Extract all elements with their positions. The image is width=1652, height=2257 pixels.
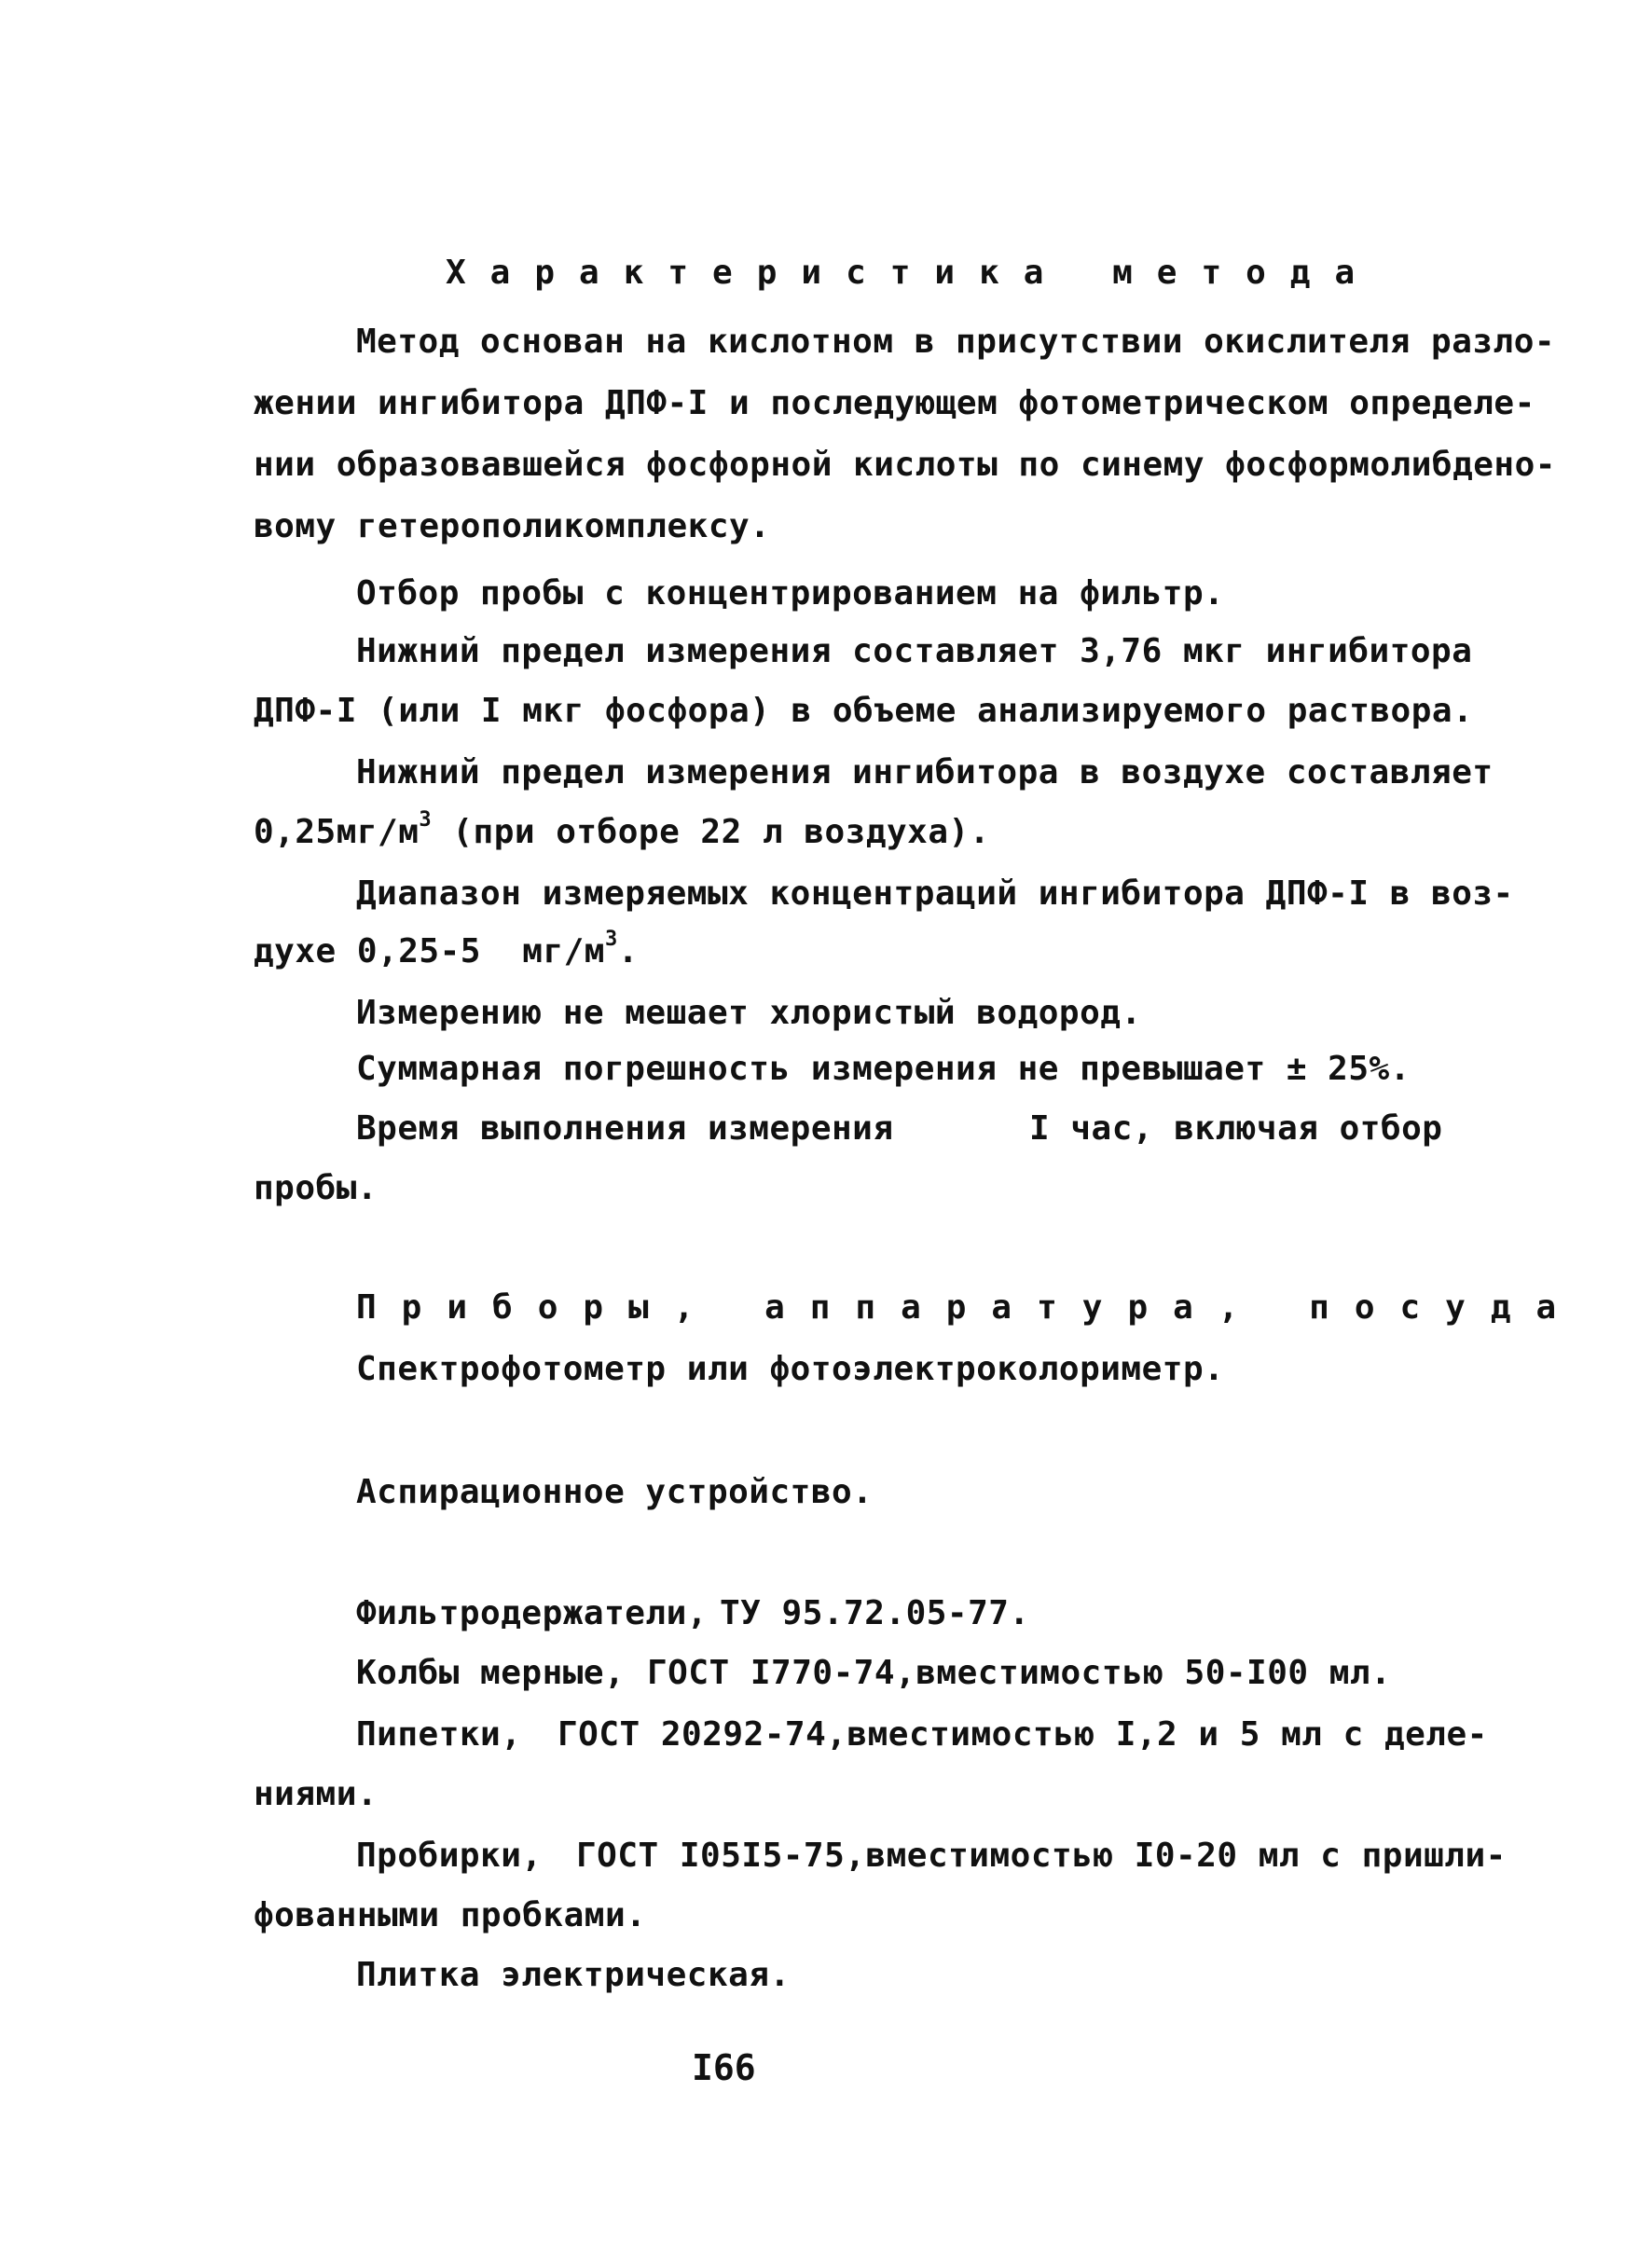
text-line: жении ингибитора ДПФ-I и последующем фотометрическом определе- bbox=[254, 384, 1535, 422]
text-fragment: (при отборе 22 л воздуха). bbox=[452, 813, 990, 851]
text-line: Аспирационное устройство. bbox=[356, 1473, 874, 1511]
unit-superscript: 3 bbox=[419, 808, 433, 832]
text-line: ДПФ-I (или I мкг фосфора) в объеме анализируемого раствора. bbox=[254, 692, 1474, 730]
text-line: Измерению не мешает хлористый водород. bbox=[356, 994, 1142, 1032]
unit-mg-m3: мг/м bbox=[522, 932, 605, 970]
text-line: ГОСТ I770-74,вместимостью 50-I00 мл. bbox=[647, 1654, 1392, 1692]
page-number: I66 bbox=[692, 2047, 756, 2088]
period: . bbox=[617, 932, 639, 970]
text-line: пробы. bbox=[254, 1169, 379, 1207]
text-line: Отбор пробы с концентрированием на фильтр. bbox=[356, 574, 1225, 612]
text-line: Нижний предел измерения составляет 3,76 мкг ингибитора bbox=[356, 632, 1473, 670]
text-line-range bbox=[254, 928, 639, 970]
text-line: Суммарная погрешность измерения не превышает ± 25%. bbox=[356, 1050, 1411, 1088]
text-line: Время выполнения измерения bbox=[356, 1109, 894, 1148]
text-line: I час, включая отбор bbox=[1029, 1109, 1443, 1148]
text-line: ГОСТ 20292-74,вместимостью I,2 и 5 мл с деле- bbox=[558, 1715, 1488, 1754]
section-heading-method: Характеристика метода bbox=[446, 254, 1380, 292]
text-line: ТУ 95.72.05-77. bbox=[720, 1594, 1030, 1632]
text-fragment: духе 0,25-5 bbox=[254, 932, 481, 970]
text-line: Нижний предел измерения ингибитора в воздухе составляет bbox=[356, 753, 1494, 791]
text-line: Метод основан на кислотном в присутствии окислителя разло- bbox=[356, 323, 1556, 361]
value-lower-limit: 0,25 bbox=[254, 813, 337, 851]
text-line: фованными пробками. bbox=[254, 1896, 647, 1934]
text-line: Фильтродержатели, bbox=[356, 1594, 708, 1632]
text-line: Пипетки, bbox=[356, 1715, 522, 1754]
text-line: Спектрофотометр или фотоэлектроколориметр. bbox=[356, 1350, 1225, 1388]
text-line-concentration bbox=[254, 808, 990, 851]
section-heading-equipment: Приборы, аппаратура, посуда bbox=[356, 1288, 1582, 1327]
text-line: Пробирки, bbox=[356, 1837, 543, 1875]
text-line: нии образовавшейся фосфорной кислоты по синему фосформолибдено- bbox=[254, 446, 1556, 484]
text-line: ГОСТ I05I5-75,вместимостью I0-20 мл с пришли- bbox=[576, 1837, 1507, 1875]
unit-superscript: 3 bbox=[604, 928, 618, 951]
text-line: Диапазон измеряемых концентраций ингибитора ДПФ-I в воз- bbox=[356, 874, 1514, 913]
text-line: Плитка электрическая. bbox=[356, 1956, 791, 1994]
text-line: Колбы мерные, bbox=[356, 1654, 626, 1692]
unit-mg-m3: мг/м bbox=[336, 813, 420, 851]
text-line: вому гетерополикомплексу. bbox=[254, 507, 771, 545]
text-line: ниями. bbox=[254, 1775, 379, 1813]
